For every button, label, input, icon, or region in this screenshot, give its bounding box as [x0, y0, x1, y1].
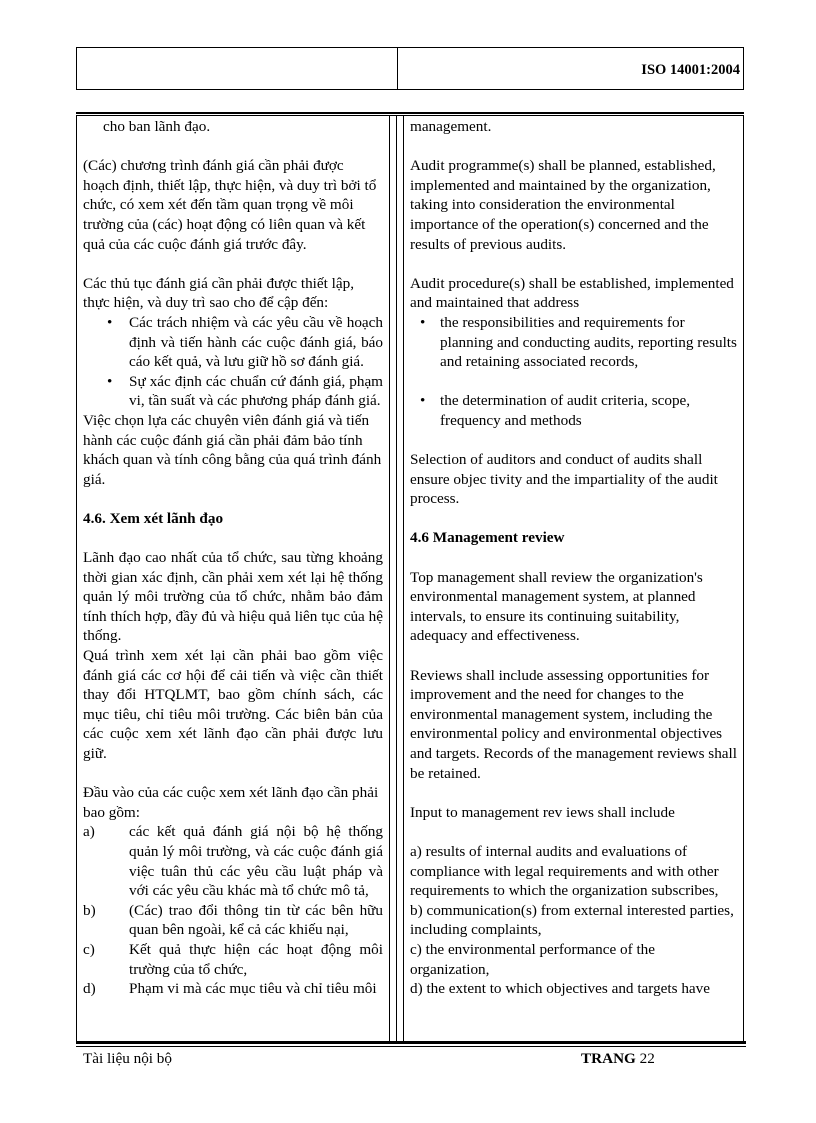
vietnamese-column [83, 117, 383, 1043]
vi-para-7: Đầu vào của các cuộc xem xét lãnh đạo cần phải bao gồm: [83, 784, 379, 821]
vi-input-item: b) (Các) trao đổi thông tin từ các bên hữu quan bên ngoài, kể cả các khiếu nại, [83, 901, 383, 939]
en-para-6: Reviews shall include assessing opportunities for improvement and the need for changes to the environmental management system, including the environmental policy and environmental objectives and targets. Records of the management reviews shall be retained. [410, 666, 737, 782]
footer-rule-thin [76, 1046, 746, 1047]
en-bullet-list [410, 313, 738, 431]
en-bullet-item: • the responsibilities and requirements for planning and conducting audits, reporting results and retaining associated records, [420, 313, 737, 371]
footer-rule [76, 1041, 746, 1044]
header-left-cell [77, 48, 398, 89]
bilingual-table [76, 115, 744, 1043]
vi-input-item: d) Phạm vi mà các mục tiêu và chỉ tiêu môi [83, 980, 377, 998]
en-item-c: c) the environmental performance of the organization, [410, 940, 655, 978]
en-item-a: a) results of internal audits and evaluations of compliance with legal requirements and with other requirements to which the organization subscribes, [410, 842, 719, 900]
en-para-7: Input to management rev iews shall include [410, 803, 675, 821]
footer-page-number: 22 [639, 1050, 655, 1067]
vi-para-5: Lãnh đạo cao nhất của tổ chức, sau từng khoảng thời gian xác định, cần phải xem xét lại hệ thống quản lý môi trường của tổ chức, nhằm bảo đảm tính thích hợp, đầy đủ và hiệu quả liên tục của hệ thống. [83, 549, 383, 645]
column-divider-1 [389, 115, 390, 1043]
en-para-3: Audit procedure(s) shall be established, implemented and maintained that address [410, 274, 734, 312]
footer-document-label: Tài liệu nội bộ [83, 1050, 172, 1067]
vi-para-4: Việc chọn lựa các chuyên viên đánh giá và tiến hành các cuộc đánh giá cần phải đảm bảo tính khách quan và tính công bằng của quá trình đánh giá. [83, 411, 382, 488]
vi-input-list [83, 822, 383, 998]
en-section-heading: 4.6 Management review [410, 529, 565, 547]
vi-input-item: a) các kết quả đánh giá nội bộ hệ thống quản lý môi trường, và các cuộc đánh giá việc tuân thủ các yêu cầu luật pháp và với các yêu cầu khác mà tổ chức mô tả, [83, 823, 383, 900]
footer-page-label: TRANG [581, 1050, 636, 1067]
vi-para-6: Quá trình xem xét lại cần phải bao gồm việc đánh giá các cơ hội để cải tiến và việc cần thiết thay đổi HTQLMT, bao gồm chính sách, các mục tiêu, chỉ tiêu môi trường. Các biên bản của các cuộc xem xét lãnh đạo cần phải được lưu giữ. [83, 647, 383, 762]
english-column [410, 117, 738, 1043]
vi-para-3: Các thủ tục đánh giá cần phải được thiết lập, thực hiện, và duy trì sao cho để cập đến: [83, 274, 354, 312]
vi-input-item: c) Kết quả thực hiện các hoạt động môi trường của tổ chức, [83, 940, 383, 978]
vi-bullet-item: • Sự xác định các chuẩn cứ đánh giá, phạm vi, tần suất và các phương pháp đánh giá. [107, 372, 383, 410]
footer-page [581, 1050, 655, 1068]
column-divider-2 [396, 115, 397, 1043]
column-divider-3 [403, 115, 404, 1043]
en-para-4: Selection of auditors and conduct of audits shall ensure objec tivity and the impartiality of the audit process. [410, 451, 718, 508]
vi-bullet-list [83, 313, 383, 411]
header-box [76, 47, 744, 90]
en-item-b: b) communication(s) from external interested parties, including complaints, [410, 901, 734, 939]
vi-para-1: cho ban lãnh đạo. [103, 118, 211, 135]
en-para-1: management. [410, 118, 492, 135]
en-para-2: Audit programme(s) shall be planned, established, implemented and maintained by the organization, taking into consideration the environmental importance of the operation(s) concerned and the results of previous audits. [410, 157, 716, 253]
vi-section-heading: 4.6. Xem xét lãnh đạo [83, 509, 224, 527]
vi-para-2: (Các) chương trình đánh giá cần phải được hoạch định, thiết lập, thực hiện, và duy trì bởi tổ chức, có xem xét đến tầm quan trọng về môi trường của (các) hoạt động có liên quan và kết quả của các cuộc đánh giá trước đây. [83, 157, 377, 253]
en-bullet-item: • the determination of audit criteria, scope, frequency and methods [420, 392, 691, 429]
header-standard: ISO 14001:2004 [641, 62, 740, 78]
header-rule [76, 112, 744, 114]
en-para-5: Top management shall review the organization's environmental management system, at planned intervals, to ensure its continuing suitability, adequacy and effectiveness. [410, 568, 703, 645]
en-item-d: d) the extent to which objectives and targets have [410, 980, 710, 998]
vi-bullet-item: • Các trách nhiệm và các yêu cầu về hoạch định và tiến hành các cuộc đánh giá, báo cáo kết quả, và lưu giữ hồ sơ đánh giá. [107, 313, 383, 371]
